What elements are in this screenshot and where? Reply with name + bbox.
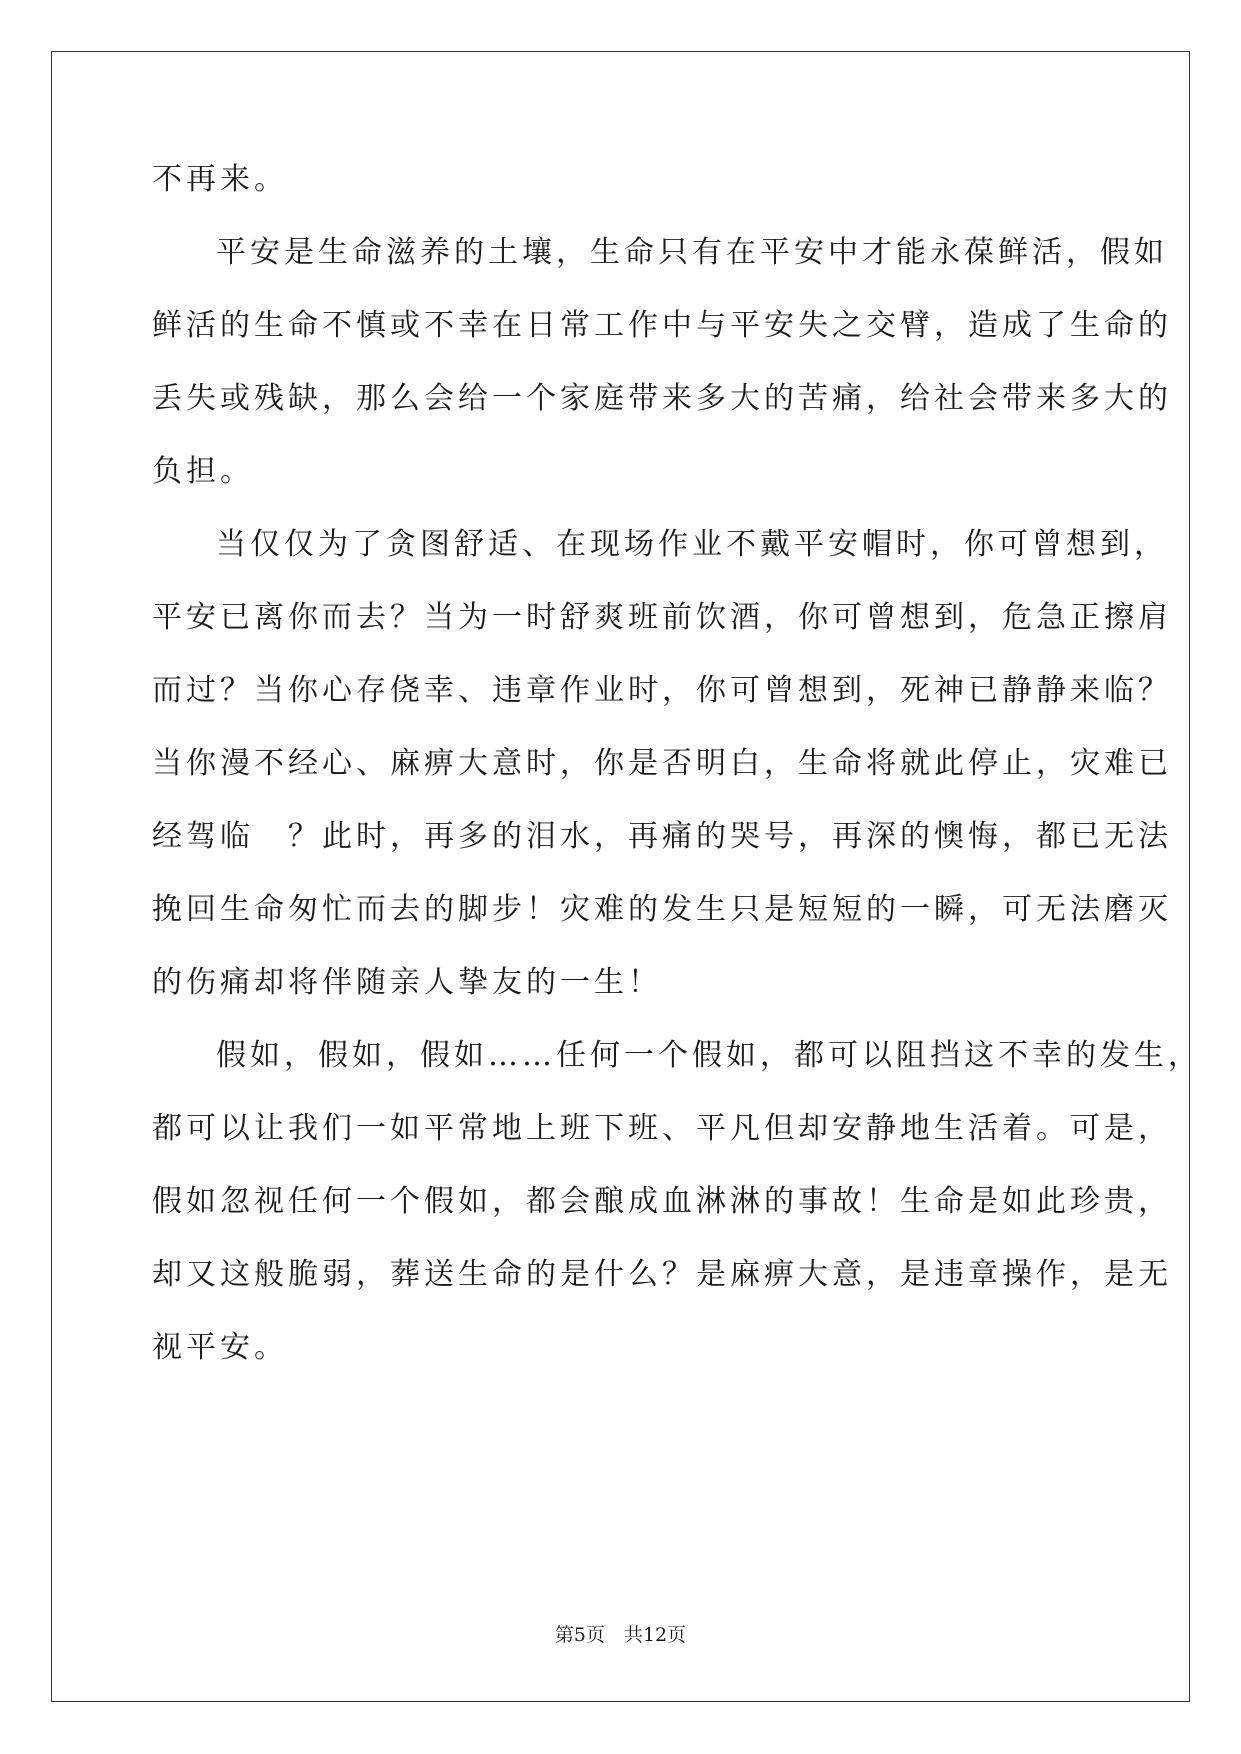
text-line: 的伤痛却将伴随亲人挚友的一生！ (152, 965, 662, 1000)
text-line: 鲜活的生命不慎或不幸在日常工作中与平安失之交臂，造成了生命的 (152, 308, 1172, 343)
text-line: 负担。 (152, 454, 254, 489)
text-line: 平安已离你而去？当为一时舒爽班前饮酒，你可曾想到，危急正擦肩 (152, 600, 1172, 635)
text-line: 视平安。 (152, 1330, 288, 1365)
text-line: 当你漫不经心、麻痹大意时，你是否明白，生命将就此停止，灾难已 (152, 746, 1172, 781)
text-line: 不再来。 (152, 162, 288, 197)
text-line: 却又这般脆弱，葬送生命的是什么？是麻痹大意，是违章操作，是无 (152, 1257, 1172, 1292)
text-line: 平安是生命滋养的土壤，生命只有在平安中才能永葆鲜活，假如 (216, 235, 1168, 270)
text-line: 都可以让我们一如平常地上班下班、平凡但却安静地生活着。可是， (152, 1111, 1172, 1146)
text-line: 经驾临 ？此时，再多的泪水，再痛的哭号，再深的懊悔，都已无法 (152, 819, 1172, 854)
text-line: 假如忽视任何一个假如，都会酿成血淋淋的事故！生命是如此珍贵， (152, 1184, 1172, 1219)
text-line: 而过？当你心存侥幸、违章作业时，你可曾想到，死神已静静来临？ (152, 673, 1172, 708)
text-line: 假如，假如，假如……任何一个假如，都可以阻挡这不幸的发生， (216, 1038, 1202, 1073)
page-border (51, 51, 1190, 1702)
text-line: 丢失或残缺，那么会给一个家庭带来多大的苦痛，给社会带来多大的 (152, 381, 1172, 416)
text-line: 挽回生命匆忙而去的脚步！灾难的发生只是短短的一瞬，可无法磨灭 (152, 892, 1172, 927)
text-line: 当仅仅为了贪图舒适、在现场作业不戴平安帽时，你可曾想到， (216, 527, 1168, 562)
page-number-footer: 第5页 共12页 (554, 1624, 687, 1646)
